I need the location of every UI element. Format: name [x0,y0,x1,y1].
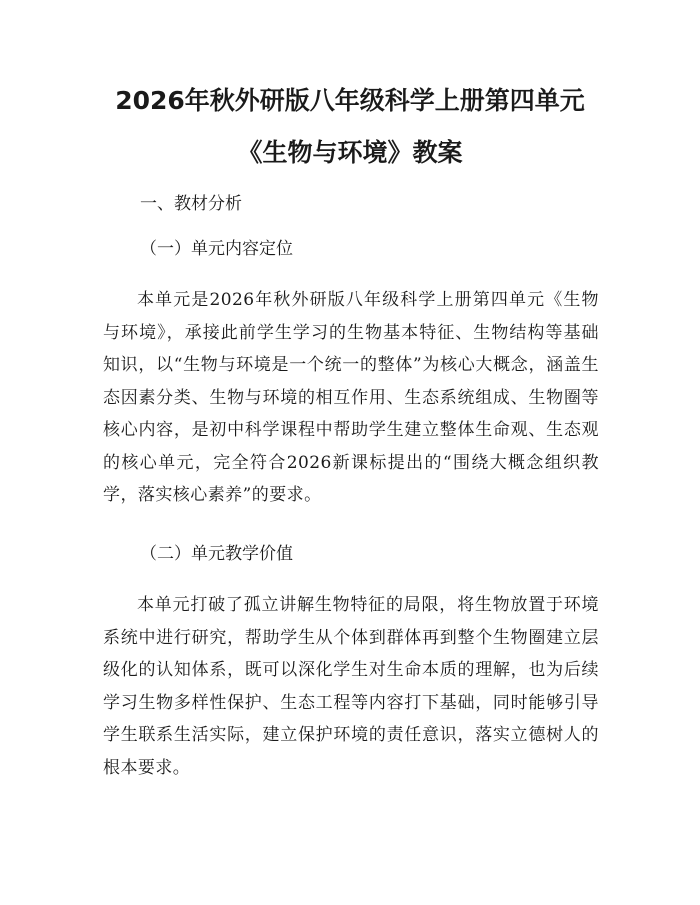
paragraph-unit-content-positioning: 本单元是2026年秋外研版八年级科学上册第四单元《生物与环境》，承接此前学生学习的生物基本特征、生物结构等基础知识，以“生物与环境是一个统一的整体”为核心大概念，涵盖生态因素分类、生物与环境的相互作用、生态系统组成、生物圈等核心内容，是初中科学课程中帮助学生建立整体生命观、生态观的核心单元，完全符合2026新课标提出的“围绕大概念组织教学，落实核心素养”的要求。 [103,290,599,505]
section-heading-teaching-material-analysis: 一、教材分析 [140,194,242,214]
subsection-heading-unit-teaching-value: （二）单元教学价值 [140,544,293,564]
subsection-heading-unit-content-positioning: （一）单元内容定位 [140,239,293,259]
document-title-line-2: 《生物与环境》教案 [237,138,463,167]
paragraph-unit-teaching-value: 本单元打破了孤立讲解生物特征的局限，将生物放置于环境系统中进行研究，帮助学生从个体到群体再到整个生物圈建立层级化的认知体系，既可以深化学生对生命本质的理解，也为后续学习生物多样性保护、生态工程等内容打下基础，同时能够引导学生联系生活实际，建立保护环境的责任意识，落实立德树人的根本要求。 [103,595,599,778]
document-title-line-1: 2026年秋外研版八年级科学上册第四单元 [115,86,585,115]
